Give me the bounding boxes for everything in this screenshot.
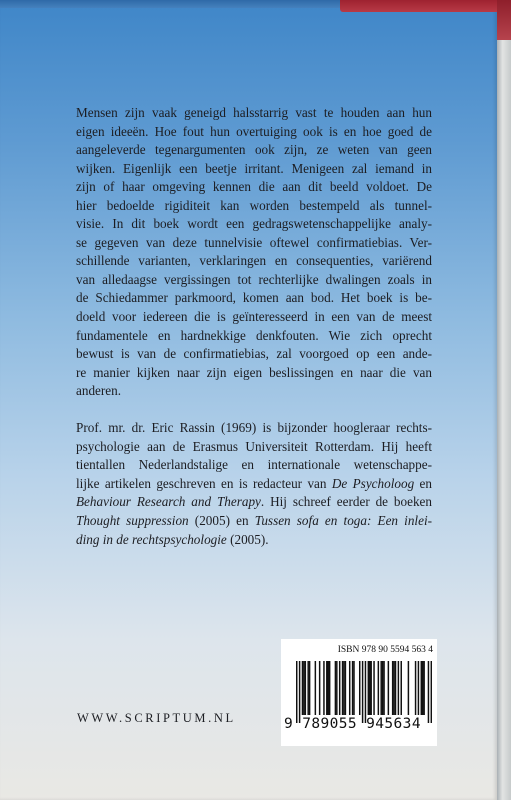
barcode-bar — [393, 661, 394, 715]
barcode-bar — [373, 661, 374, 715]
barcode-bar — [395, 661, 396, 715]
barcode-bar — [309, 661, 310, 715]
barcode-bar — [305, 661, 306, 715]
book-title: Tussen sofa en toga: Een inlei- — [254, 512, 433, 528]
description-line: wijken. Eigenlijk een beetje irritant. Menigeen zal iemand in — [76, 160, 432, 176]
description-line: doeld voor iedereen die is geïnteresseerd in een van de meest — [76, 309, 432, 325]
barcode-bar — [353, 661, 354, 715]
barcode-image — [296, 661, 432, 723]
barcode-bar — [302, 661, 303, 715]
description-line: anderen. — [76, 383, 122, 399]
barcode-bar — [342, 661, 343, 715]
author-text: lijke artikelen geschreven en is redacteur van — [76, 475, 332, 491]
author-paragraph — [76, 419, 432, 549]
journal-title: De Psycholoog — [331, 475, 415, 491]
author-line: psychologie aan de Erasmus Universiteit Rotterdam. Hij heeft — [76, 438, 432, 454]
barcode-bar — [335, 661, 336, 715]
barcode-bar — [418, 661, 419, 715]
barcode-bar — [368, 661, 369, 715]
barcode-bar — [362, 661, 363, 723]
description-paragraph — [76, 104, 432, 401]
barcode-digits: 9 789055 945634 — [284, 716, 421, 732]
author-text: . Hij schreef eerder de boeken — [260, 494, 433, 510]
description-line: van alledaagse vergissingen tot rechterlijke dwalingen zoals in — [76, 271, 432, 287]
barcode-bar — [421, 661, 422, 715]
barcode-bar — [343, 661, 344, 715]
author-line: tientallen Nederlandstalige en internationale wetenschappe- — [76, 457, 432, 473]
barcode-bar — [408, 661, 409, 715]
barcode-bar — [398, 661, 399, 715]
spine-band — [497, 0, 511, 40]
description-line: re manier kijken naar zijn eigen beslissingen en naar die van — [76, 364, 432, 380]
book-title: ding in de rechtspsychologie — [76, 531, 227, 547]
barcode-bar — [326, 661, 327, 715]
description-line: zijn of haar omgeving kennen die aan dit beeld voldoet. De — [76, 179, 432, 195]
barcode-bar — [299, 661, 300, 723]
barcode-bar — [327, 661, 328, 715]
publisher-website: WWW.SCRIPTUM.NL — [77, 711, 236, 725]
author-line — [76, 531, 432, 550]
page-edge — [497, 0, 511, 800]
barcode-bar — [345, 661, 346, 715]
author-line — [76, 512, 432, 531]
barcode-bar — [428, 661, 429, 723]
barcode-bar — [369, 661, 370, 715]
barcode-bar — [431, 661, 432, 723]
barcode-bar — [365, 661, 366, 723]
barcode-bar — [323, 661, 324, 715]
barcode-bar — [315, 661, 316, 715]
red-spine-corner — [340, 0, 497, 12]
barcode-bar — [329, 661, 330, 715]
description-line: de Schiedammer parkmoord, komen aan bod. Het boek is be- — [76, 290, 432, 306]
barcode-bar — [339, 661, 340, 715]
barcode-bar — [319, 661, 320, 715]
blurb-text — [76, 104, 432, 549]
barcode-bar — [392, 661, 393, 715]
barcode-bar — [378, 661, 379, 715]
journal-title: Behaviour Research and Therapy — [76, 494, 261, 510]
description-line: fundamentele en hardnekkige denkfouten. Wie zich oprecht — [76, 327, 432, 343]
description-line: bewust is van de confirmatiebias, zal voorgoed op een ande- — [76, 346, 432, 362]
barcode-bar — [296, 661, 297, 723]
isbn-text: ISBN 978 90 5594 563 4 — [337, 645, 433, 655]
barcode-bar — [370, 661, 371, 715]
author-text: (2005). — [226, 531, 269, 547]
barcode-bar — [352, 661, 353, 715]
barcode-bar — [422, 661, 423, 715]
barcode-bar — [401, 661, 402, 715]
barcode-bar — [380, 661, 381, 715]
barcode-bar — [415, 661, 416, 715]
author-line: Prof. mr. dr. Eric Rassin (1969) is bijzonder hoogleraar rechts- — [76, 420, 432, 436]
description-line: schillende varianten, verklaringen en consequenties, variërend — [76, 253, 432, 269]
barcode-bar — [423, 661, 424, 715]
author-text: en — [414, 475, 432, 491]
barcode-bar — [307, 661, 308, 715]
barcode-bar — [359, 661, 360, 715]
book-title: Thought suppression — [76, 512, 189, 528]
description-line: se gegeven van deze tunnelvisie oftewel confirmatiebias. Ver- — [76, 234, 432, 250]
author-text: (2005) en — [188, 512, 255, 528]
barcode-bar — [383, 661, 384, 715]
barcode-bar — [388, 661, 389, 715]
author-line — [76, 475, 432, 494]
description-line: hier bedoelde rigiditeit kan worden bestempeld als tunnel- — [76, 197, 432, 213]
barcode-bar — [349, 661, 350, 715]
barcode-bar — [303, 661, 304, 715]
author-line — [76, 493, 432, 512]
barcode-bar — [336, 661, 337, 715]
description-line: aangeleverde tegenargumenten ook zijn, ze weten van geen — [76, 142, 432, 158]
description-line: eigen ideeën. Hoe fout hun overtuiging ook is en hoe goed de — [76, 123, 432, 139]
barcode-bar — [382, 661, 383, 715]
description-line: Mensen zijn vaak geneigd halsstarrig vast te houden aan hun — [76, 105, 432, 120]
description-line: visie. In dit boek wordt een gedragswetenschappelijke analy- — [76, 216, 432, 232]
